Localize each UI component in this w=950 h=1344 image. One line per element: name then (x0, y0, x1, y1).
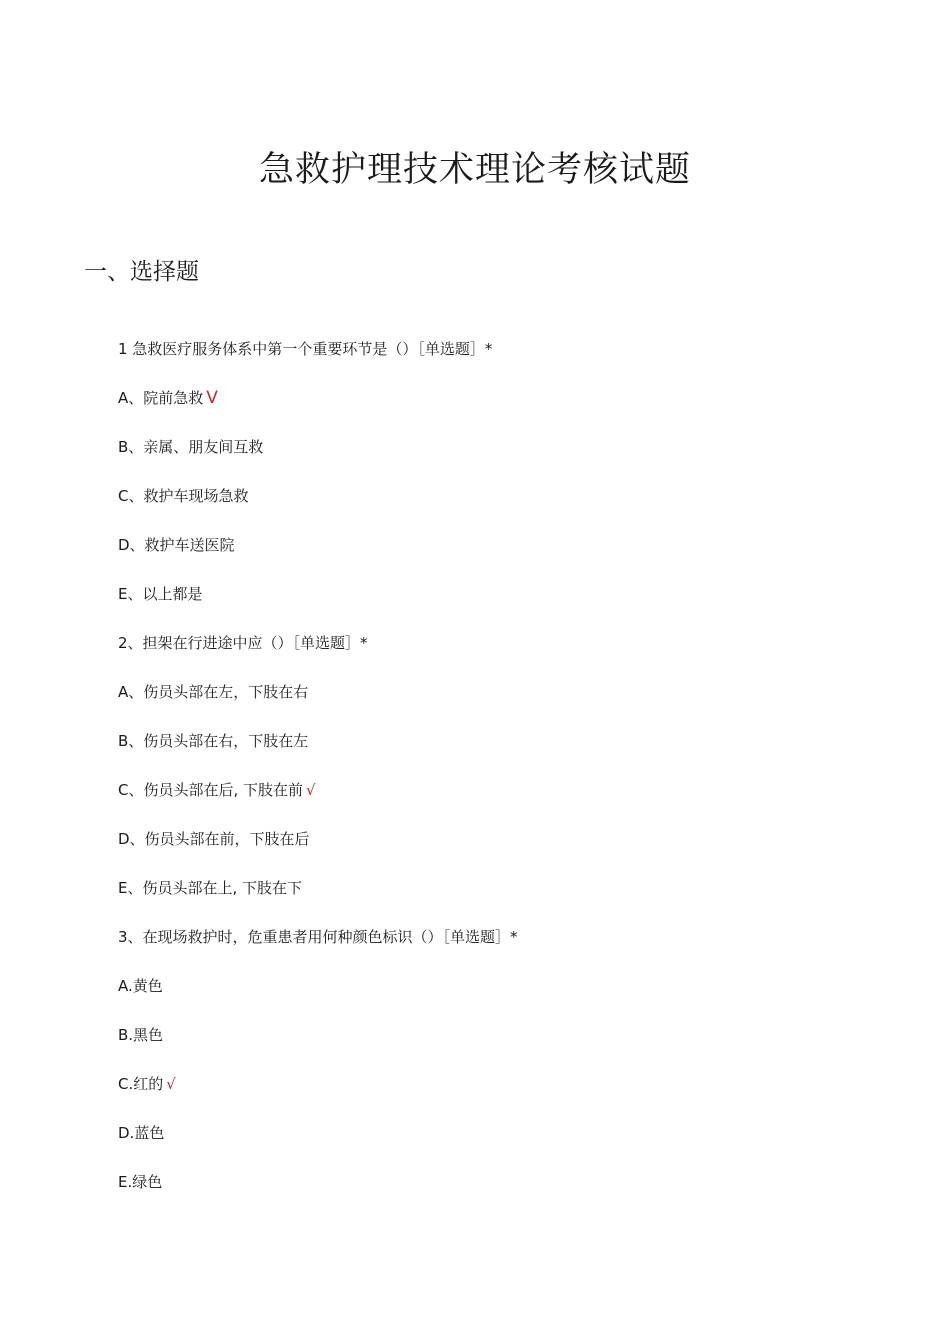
option-text: E、伤员头部在上, 下肢在下 (118, 879, 303, 897)
question-1-option-a (118, 383, 898, 432)
document-title: 急救护理技术理论考核试题 (258, 150, 691, 190)
option-text: C、救护车现场急救 (118, 487, 249, 505)
correct-answer-mark: √ (166, 1075, 176, 1093)
question-2-option-d (118, 824, 898, 873)
option-text: E.绿色 (118, 1173, 163, 1191)
question-3-option-b (118, 1020, 898, 1069)
question-3-prompt (118, 922, 898, 971)
option-text: D、伤员头部在前，下肢在后 (118, 830, 310, 848)
correct-answer-mark: V (206, 388, 218, 408)
question-1-option-c (118, 481, 898, 530)
correct-answer-mark: √ (306, 781, 316, 799)
option-text: C、伤员头部在后, 下肢在前 (118, 781, 304, 799)
question-prompt-text: 2、担架在行进途中应（）［单选题］* (118, 634, 368, 652)
option-text: C.红的 (118, 1075, 164, 1093)
option-text: E、以上都是 (118, 585, 203, 603)
question-2-option-a (118, 677, 898, 726)
question-3-option-e (118, 1167, 898, 1216)
question-prompt-text: 1 急救医疗服务体系中第一个重要环节是（）［单选题］* (118, 340, 493, 358)
question-3-option-d (118, 1118, 898, 1167)
section-heading: 一、选择题 (84, 259, 199, 285)
option-text: D.蓝色 (118, 1124, 165, 1142)
option-text: A、伤员头部在左，下肢在右 (118, 683, 309, 701)
question-3-option-c (118, 1069, 898, 1118)
question-1-option-b (118, 432, 898, 481)
question-list (118, 334, 898, 1216)
option-text: B.黑色 (118, 1026, 164, 1044)
question-2-option-c (118, 775, 898, 824)
question-3-option-a (118, 971, 898, 1020)
option-text: B、亲属、朋友间互救 (118, 438, 264, 456)
question-2-prompt (118, 628, 898, 677)
option-text: B、伤员头部在右，下肢在左 (118, 732, 309, 750)
question-1-option-e (118, 579, 898, 628)
question-2-option-b (118, 726, 898, 775)
question-prompt-text: 3、在现场救护时，危重患者用何种颜色标识（）［单选题］* (118, 928, 518, 946)
question-1-option-d (118, 530, 898, 579)
option-text: D、救护车送医院 (118, 536, 235, 554)
option-text: A、院前急救 (118, 389, 204, 407)
option-text: A.黄色 (118, 977, 163, 995)
question-2-option-e (118, 873, 898, 922)
question-1-prompt (118, 334, 898, 383)
